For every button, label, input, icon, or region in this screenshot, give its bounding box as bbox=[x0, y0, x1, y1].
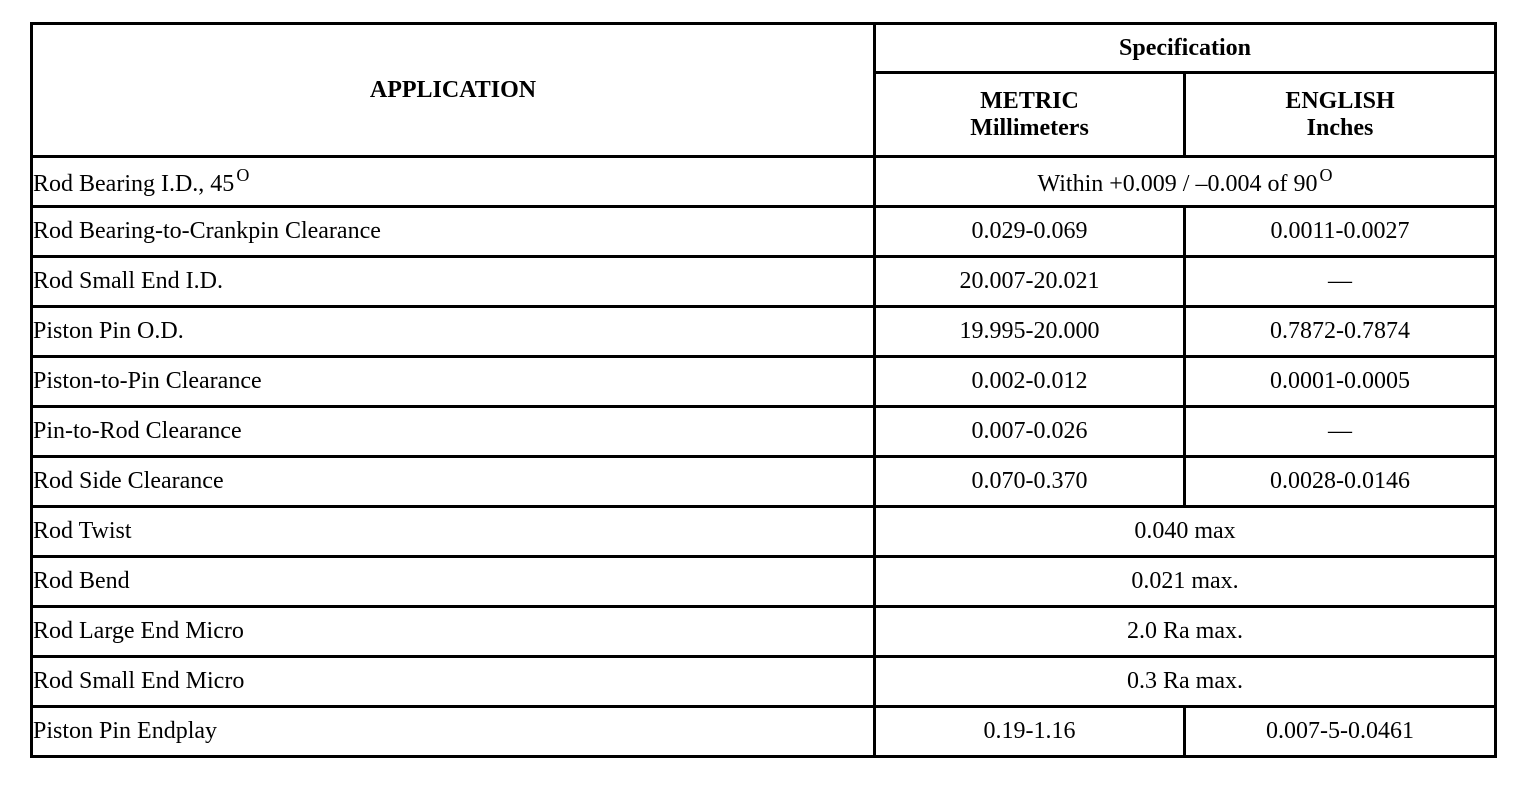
table-row bbox=[32, 707, 1496, 757]
specification-header: Specification bbox=[875, 24, 1496, 73]
english-cell: — bbox=[1185, 407, 1496, 457]
metric-cell: 0.007-0.026 bbox=[875, 407, 1185, 457]
metric-unit: Millimeters bbox=[970, 114, 1089, 141]
english-cell: 0.0011-0.0027 bbox=[1185, 207, 1496, 257]
table-row bbox=[32, 657, 1496, 707]
english-cell: 0.0001-0.0005 bbox=[1185, 357, 1496, 407]
english-unit: Inches bbox=[1306, 114, 1374, 141]
application-cell: Rod Large End Micro bbox=[32, 607, 875, 657]
combined-spec-cell: 0.040 max bbox=[875, 507, 1496, 557]
table-row bbox=[32, 407, 1496, 457]
table-row bbox=[32, 157, 1496, 207]
table-row bbox=[32, 507, 1496, 557]
combined-spec-cell: 2.0 Ra max. bbox=[875, 607, 1496, 657]
application-cell: Rod Small End Micro bbox=[32, 657, 875, 707]
application-cell: Piston-to-Pin Clearance bbox=[32, 357, 875, 407]
combined-spec-cell: 0.021 max. bbox=[875, 557, 1496, 607]
metric-title: METRIC bbox=[980, 88, 1079, 115]
english-cell: 0.007-5-0.0461 bbox=[1185, 707, 1496, 757]
metric-cell: 0.19-1.16 bbox=[875, 707, 1185, 757]
application-cell: Piston Pin O.D. bbox=[32, 307, 875, 357]
combined-spec-cell: 0.3 Ra max. bbox=[875, 657, 1496, 707]
specification-table bbox=[30, 22, 1497, 758]
metric-cell: 0.070-0.370 bbox=[875, 457, 1185, 507]
application-cell: Rod Bearing-to-Crankpin Clearance bbox=[32, 207, 875, 257]
table-row bbox=[32, 357, 1496, 407]
table-row bbox=[32, 557, 1496, 607]
english-header bbox=[1185, 73, 1496, 157]
application-header: APPLICATION bbox=[32, 24, 875, 157]
table-row bbox=[32, 257, 1496, 307]
application-cell: Piston Pin Endplay bbox=[32, 707, 875, 757]
table-row bbox=[32, 457, 1496, 507]
metric-cell: 20.007-20.021 bbox=[875, 257, 1185, 307]
table-row bbox=[32, 207, 1496, 257]
application-cell: Rod Bend bbox=[32, 557, 875, 607]
english-cell: 0.0028-0.0146 bbox=[1185, 457, 1496, 507]
application-cell: Rod Side Clearance bbox=[32, 457, 875, 507]
degree-symbol: O bbox=[1319, 164, 1333, 185]
metric-cell: 19.995-20.000 bbox=[875, 307, 1185, 357]
table-row bbox=[32, 607, 1496, 657]
metric-header bbox=[875, 73, 1185, 157]
table-row bbox=[32, 307, 1496, 357]
application-cell: Rod Small End I.D. bbox=[32, 257, 875, 307]
degree-symbol: O bbox=[236, 164, 250, 185]
english-cell: — bbox=[1185, 257, 1496, 307]
metric-cell: 0.002-0.012 bbox=[875, 357, 1185, 407]
application-cell: Pin-to-Rod Clearance bbox=[32, 407, 875, 457]
combined-spec-cell: Within +0.009 / –0.004 of 90 $^O$ bbox=[875, 157, 1496, 207]
metric-cell: 0.029-0.069 bbox=[875, 207, 1185, 257]
english-title: ENGLISH bbox=[1285, 88, 1395, 115]
application-cell: Rod Bearing I.D., 45 $^O$ bbox=[32, 157, 875, 207]
english-cell: 0.7872-0.7874 bbox=[1185, 307, 1496, 357]
application-cell: Rod Twist bbox=[32, 507, 875, 557]
